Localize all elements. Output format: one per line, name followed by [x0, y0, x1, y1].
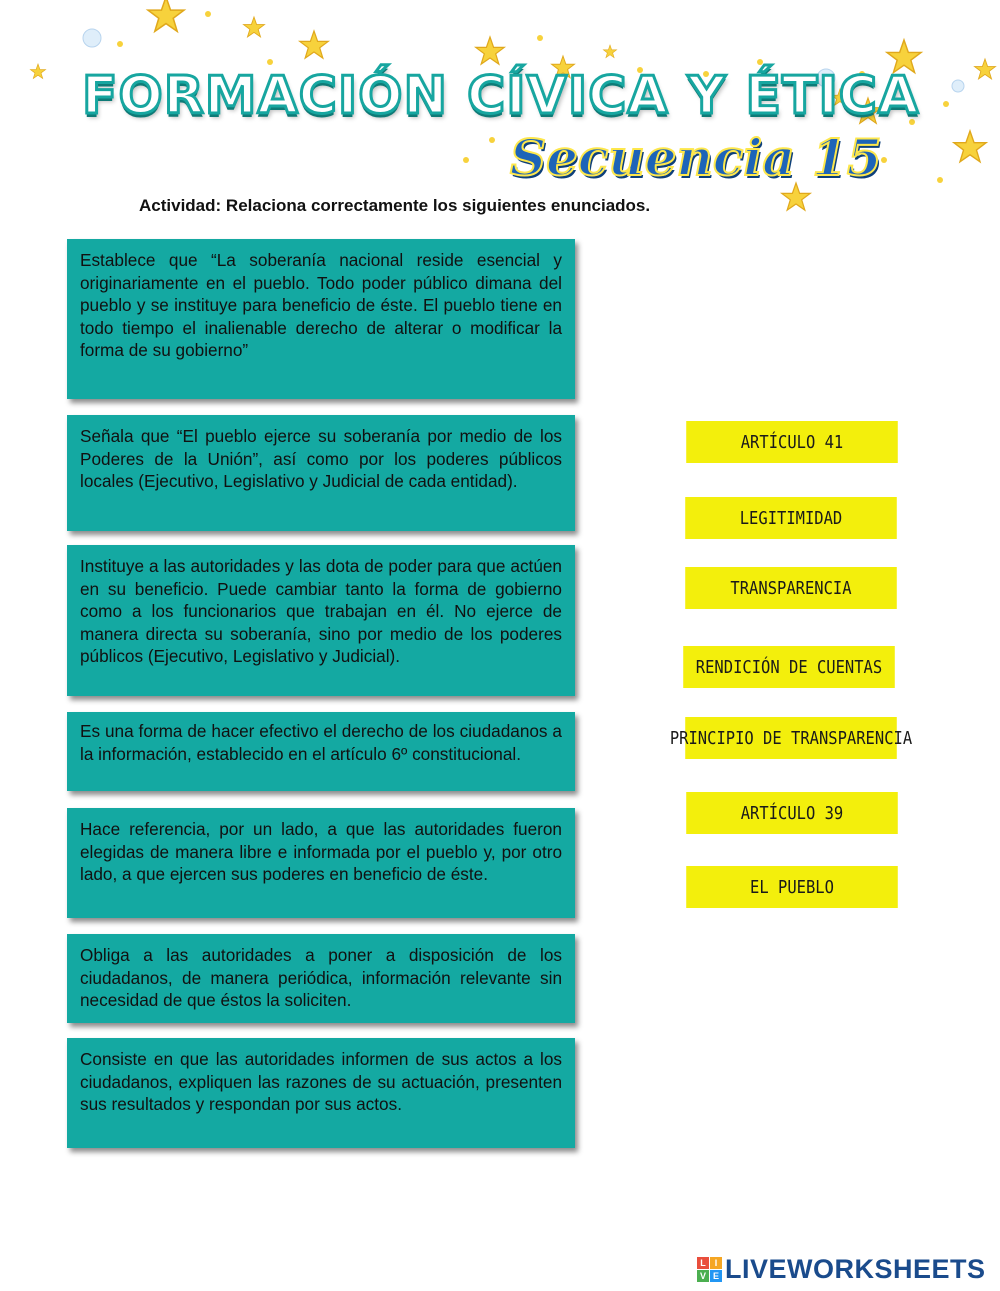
liveworksheets-brand	[697, 1254, 986, 1285]
statement-text: Señala que “El pueblo ejerce su soberanía por medio de los Poderes de la Unión”, así como por los poderes públicos locales (Ejecutivo, Legislativo y Judicial de cada entidad).	[80, 426, 562, 491]
answer-option[interactable]: TRANSPARENCIA	[685, 567, 897, 609]
star-icon	[975, 59, 996, 79]
answer-option[interactable]: LEGITIMIDAD	[685, 497, 897, 539]
star-icon	[148, 0, 184, 31]
statement-card[interactable]	[67, 545, 575, 696]
statement-card[interactable]	[67, 934, 575, 1023]
statement-text: Establece que “La soberanía nacional reside esencial y originariamente en el pueblo. Todo poder público dimana del pueblo y se instituye para beneficio de éste. El pueblo tiene en todo tiempo el inalienable derecho de alterar o modificar la forma de su gobierno”	[80, 250, 562, 360]
liveworksheets-logo-icon: L I V E	[697, 1257, 722, 1282]
star-icon	[30, 64, 45, 78]
statement-card[interactable]	[67, 1038, 575, 1148]
statement-text: Obliga a las autoridades a poner a disposición de los ciudadanos, de manera periódica, información relevante sin necesidad de que éstos la soliciten.	[80, 945, 562, 1010]
answer-option[interactable]: ARTÍCULO 39	[686, 792, 898, 834]
answer-option[interactable]: RENDICIÓN DE CUENTAS	[683, 646, 895, 688]
answer-option[interactable]: ARTÍCULO 41	[686, 421, 898, 463]
star-icon	[244, 17, 265, 37]
instruction-label: Actividad	[139, 196, 216, 215]
star-icon	[782, 183, 811, 210]
statement-text: Es una forma de hacer efectivo el derecho de los ciudadanos a la información, establecido en el artículo 6º constitucional.	[80, 721, 562, 764]
statement-text: Hace referencia, por un lado, a que las autoridades fueron elegidas de manera libre e informada por el pueblo y, por otro lado, a que ejercen sus poderes en beneficio de éste.	[80, 819, 562, 884]
brand-name: LIVEWORKSHEETS	[725, 1254, 986, 1284]
instruction	[139, 196, 650, 216]
statement-card[interactable]	[67, 239, 575, 399]
star-icon	[476, 37, 505, 64]
page-title: FORMACIÓN CÍVICA Y ÉTICA	[82, 66, 920, 126]
answer-option[interactable]: PRINCIPIO DE TRANSPARENCIA	[685, 717, 897, 759]
page-subtitle: Secuencia 15	[510, 128, 882, 187]
statement-card[interactable]	[67, 415, 575, 531]
statement-card[interactable]	[67, 712, 575, 791]
star-icon	[300, 31, 329, 58]
statement-text: Consiste en que las autoridades informen de sus actos a los ciudadanos, expliquen las razones de su actuación, presenten sus resultados y respondan por sus actos.	[80, 1049, 562, 1114]
instruction-text: : Relaciona correctamente los siguientes enunciados.	[215, 196, 651, 215]
statement-card[interactable]	[67, 808, 575, 918]
statement-text: Instituye a las autoridades y las dota de poder para que actúen en su beneficio. Puede cambiar tanto la forma de gobierno como a los funcionarios que trabajan en él. No ejerce de manera directa su soberanía, sino por medio de los poderes públicos (Ejecutivo, Legislativo y Judicial).	[80, 556, 562, 666]
star-icon	[954, 131, 986, 162]
answer-option[interactable]: EL PUEBLO	[686, 866, 898, 908]
star-icon	[603, 45, 616, 58]
